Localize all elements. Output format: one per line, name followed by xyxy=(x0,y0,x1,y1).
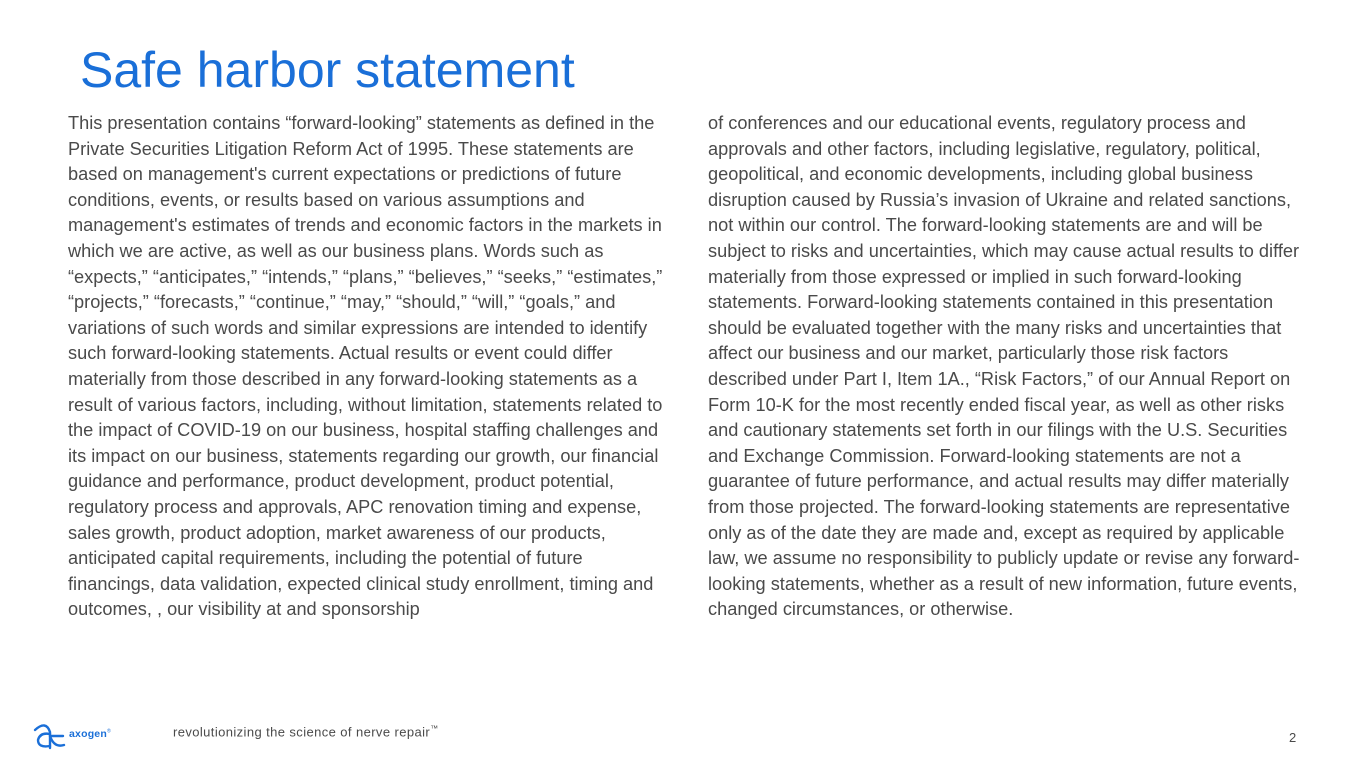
trademark-mark: ™ xyxy=(430,724,439,733)
safe-harbor-text-left: This presentation contains “forward-looking” statements as defined in the Private Securities Litigation Reform Act of 1995. These statements are based on management's current expectations or predictions of future conditions, events, or results based on various assumptions and management's estimates of trends and economic factors in the markets in which we are active, as well as our business plans. Words such as “expects,” “anticipates,” “intends,” “plans,” “believes,” “seeks,” “estimates,” “projects,” “forecasts,” “continue,” “may,” “should,” “will,” “goals,” and variations of such words and similar expressions are intended to identify such forward-looking statements. Actual results or event could differ materially from those described in any forward-looking statements as a result of various factors, including, without limitation, statements related to the impact of COVID-19 on our business, hospital staffing challenges and its impact on our business, statements regarding our growth, our financial guidance and performance, product development, product potential, regulatory process and approvals, APC renovation timing and expense, sales growth, product adoption, market awareness of our products, anticipated capital requirements, including the potential of future financings, data validation, expected clinical study enrollment, timing and outcomes, , our visibility at and sponsorship xyxy=(68,113,663,620)
page-number: 2 xyxy=(1289,730,1297,745)
axogen-logo xyxy=(32,718,132,750)
tagline-text: revolutionizing the science of nerve repair xyxy=(173,724,431,740)
axogen-wordmark xyxy=(69,728,111,740)
registered-mark: ® xyxy=(106,728,111,735)
logo-text: axogen xyxy=(69,728,107,740)
axogen-logo-icon xyxy=(32,718,66,750)
safe-harbor-text-right: of conferences and our educational events, regulatory process and approvals and other factors, including legislative, regulatory, political, geopolitical, and economic developments, including global business disruption caused by Russia’s invasion of Ukraine and related sanctions, not within our control. The forward-looking statements are and will be subject to risks and uncertainties, which may cause actual results to differ materially from those expressed or implied in such forward-looking statements. Forward-looking statements contained in this presentation should be evaluated together with the many risks and uncertainties that affect our business and our market, particularly those risk factors described under Part I, Item 1A., “Risk Factors,” of our Annual Report on Form 10-K for the most recently ended fiscal year, as well as other risks and cautionary statements set forth in our filings with the U.S. Securities and Exchange Commission. Forward-looking statements are not a guarantee of future performance, and actual results may differ materially from those projected. The forward-looking statements are representative only as of the date they are made and, except as required by applicable law, we assume no responsibility to publicly update or revise any forward-looking statements, whether as a result of new information, future events, changed circumstances, or otherwise. xyxy=(708,113,1300,620)
slide-title: Safe harbor statement xyxy=(80,42,575,98)
footer-tagline xyxy=(173,724,439,739)
